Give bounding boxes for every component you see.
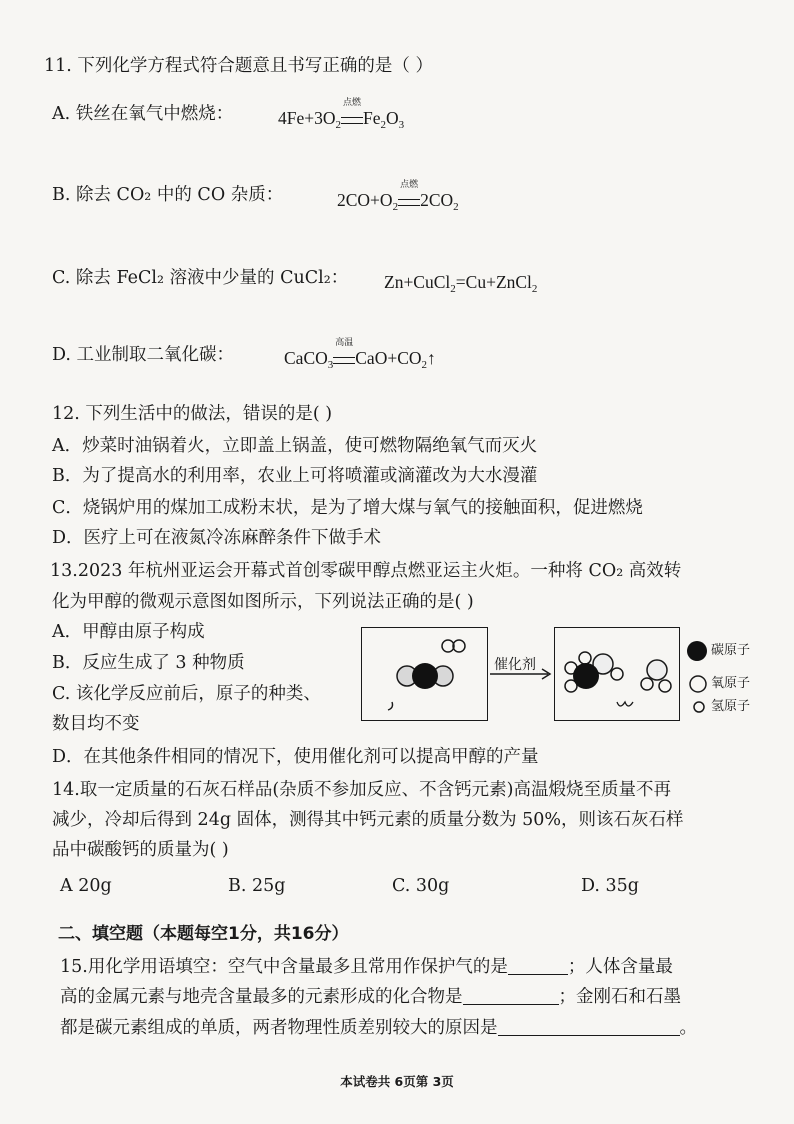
carbon-legend-icon (686, 640, 708, 662)
q13-option-a: A．甲醇由原子构成 (52, 622, 205, 642)
q11-option-b-equation: $2CO+O_2$ 点燃 $2CO_2$ (337, 180, 459, 213)
hydrogen-atom (442, 640, 454, 652)
reaction-condition: 点燃 (398, 191, 420, 206)
q13-option-b: B．反应生成了 3 种物质 (52, 653, 245, 673)
hydrogen-atom (611, 668, 623, 680)
q14-stem-line2: 减少，冷却后得到 24g 固体，测得其中钙元素的质量分数为 50%，则该石灰石样 (52, 810, 684, 830)
hydrogen-atom (579, 652, 591, 664)
q11-option-b-label: B. 除去 CO₂ 中的 CO 杂质： (52, 185, 284, 205)
q12-option-a: A．炒菜时油锅着火，立即盖上锅盖，使可燃物隔绝氧气而灭火 (52, 436, 538, 456)
q13-stem-line2: 化为甲醇的微观示意图如图所示，下列说法正确的是( ) (52, 592, 474, 612)
q12-stem: 12. 下列生活中的做法，错误的是( ) (52, 404, 333, 424)
q11-option-d-equation: CaCO$_3$ 高温 $CaO+CO_2↑$ (284, 338, 436, 371)
q13-option-d: D．在其他条件相同的情况下，使用催化剂可以提高甲醇的产量 (52, 747, 539, 767)
q13-option-c-line2: 数目均不变 (52, 714, 140, 734)
legend-oxygen: 氧原子 (711, 676, 751, 691)
answer-blank[interactable] (463, 986, 559, 1005)
legend-hydrogen: 氢原子 (711, 699, 751, 714)
product-box (554, 627, 680, 721)
q15-line2: 高的金属元素与地壳含量最多的元素形成的化合物是 ；金刚石和石墨 (60, 987, 681, 1007)
oxygen-legend-icon (689, 675, 707, 693)
hydrogen-legend-icon (692, 700, 706, 714)
q15-line3: 都是碳元素组成的单质，两者物理性质差别较大的原因是 。 (60, 1018, 697, 1038)
q13-stem-line1: 13.2023 年杭州亚运会开幕式首创零碳甲醇点燃亚运主火炬。一种将 CO₂ 高效转 (50, 561, 682, 581)
catalyst-label: 催化剂 (494, 657, 536, 673)
carbon-atom (412, 663, 438, 689)
reaction-condition: 点燃 (341, 109, 363, 124)
mark (617, 702, 633, 706)
q11-option-c-label: C. 除去 FeCl₂ 溶液中少量的 CuCl₂： (52, 268, 349, 288)
section-title: 二、填空题（本题每空1分，共16分） (58, 924, 349, 944)
page-footer: 本试卷共 6页第 3页 (340, 1074, 454, 1089)
q14-stem-line3: 品中碳酸钙的质量为( ) (52, 840, 229, 860)
q12-option-d: D．医疗上可在液氮冷冻麻醉条件下做手术 (52, 528, 382, 548)
answer-blank[interactable] (498, 1017, 680, 1036)
q14-option-d: D. 35g (581, 876, 640, 896)
q12-option-c: C．烧锅炉用的煤加工成粉末状，是为了增大煤与氧气的接触面积，促进燃烧 (52, 498, 643, 518)
hydrogen-atom (659, 680, 671, 692)
q14-option-c: C. 30g (392, 876, 450, 896)
product-molecules (555, 628, 679, 720)
q11-option-c-equation: Zn+CuCl$_2$=Cu+ZnCl$_2$ (384, 272, 538, 295)
carbon-atom (573, 663, 599, 689)
reactant-molecules (362, 628, 487, 720)
reactant-box (361, 627, 488, 721)
q12-option-b: B．为了提高水的利用率，农业上可将喷灌或滴灌改为大水漫灌 (52, 466, 538, 486)
legend-carbon: 碳原子 (711, 643, 751, 658)
q11-stem: 11. 下列化学方程式符合题意且书写正确的是（ ） (44, 56, 433, 76)
q14-option-a: A 20g (60, 876, 112, 896)
q11-option-a-equation: $4Fe+3O_2$ 点燃 $Fe_2O_3$ (278, 98, 405, 131)
oxygen-atom (647, 660, 667, 680)
hydrogen-atom (453, 640, 465, 652)
q11-option-d-label: D. 工业制取二氧化碳： (52, 345, 235, 365)
answer-blank[interactable] (508, 956, 568, 975)
q13-option-c-line1: C. 该化学反应前后，原子的种类、 (52, 684, 321, 704)
q15-line1: 15.用化学用语填空：空气中含量最多且常用作保护气的是 ；人体含量最 (60, 957, 673, 977)
q14-stem-line1: 14.取一定质量的石灰石样品(杂质不参加反应、不含钙元素)高温煅烧至质量不再 (52, 780, 671, 800)
hydrogen-atom (641, 678, 653, 690)
reaction-condition: 高温 (333, 349, 355, 364)
hydrogen-mark (388, 702, 393, 710)
q14-option-b: B. 25g (228, 876, 286, 896)
q11-option-a-label: A. 铁丝在氧气中燃烧： (52, 104, 234, 124)
